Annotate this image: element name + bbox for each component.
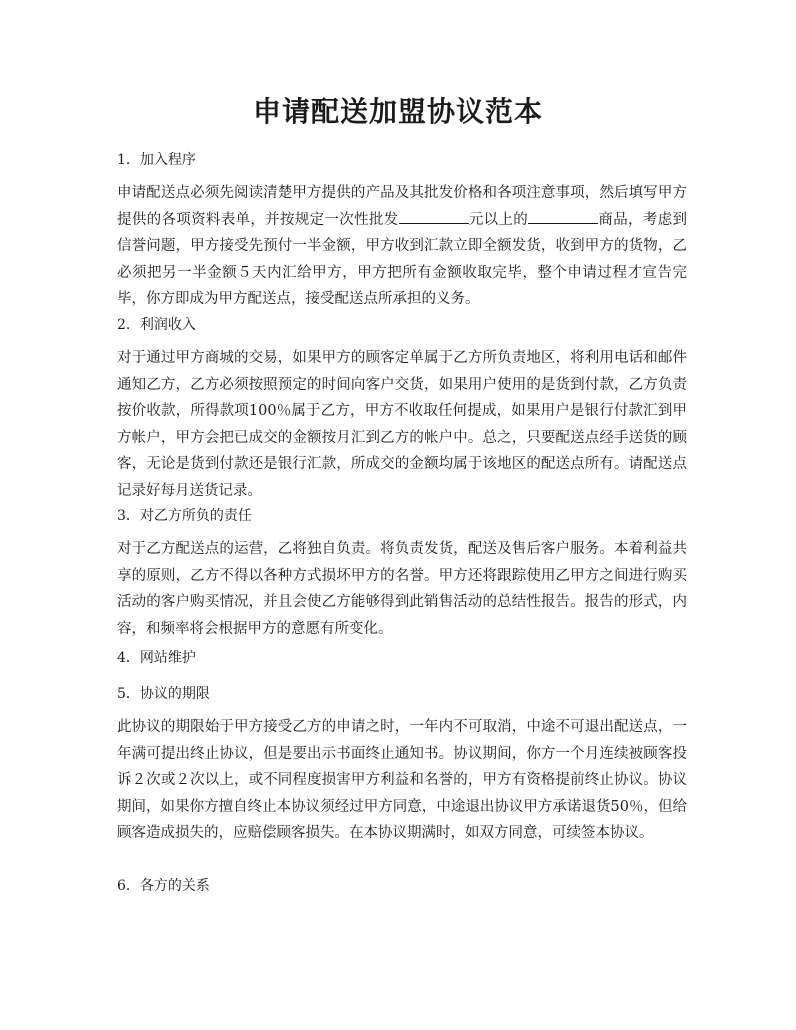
- section-paragraph-profit-income: 对于通过甲方商城的交易，如果甲方的顾客定单属于乙方所负责地区，将利用电话和邮件通知乙方，乙方必须按照预定的时间向客户交货，如果用户使用的是货到付款，乙方负责按价收款，所得款项100％属于乙方，甲方不收取任何提成，如果用户是银行付款汇到甲方帐户，甲方会把已成交的金额按月汇到乙方的帐户中。总之，只要配送点经手送货的顾客，无论是货到付款还是银行汇款，所成交的金额均属于该地区的配送点所有。请配送点记录好每月送货记录。: [117, 350, 687, 499]
- section-heading-relationship: 6．各方的关系: [117, 878, 210, 894]
- section-heading-profit-income: 2．利润收入: [117, 317, 196, 333]
- section-heading-agreement-term: 5．协议的期限: [117, 686, 210, 702]
- section-paragraph-joining-procedure: [117, 180, 687, 313]
- paragraph-text: 申请配送点必须先阅读清楚甲方提供的产品及其批发价格和各项注意事项，然后填写甲方提供的各项资料表单，并按规定一次性批发: [117, 185, 687, 228]
- section-paragraph-responsibilities: 对于乙方配送点的运营，乙将独自负责。将负责发货，配送及售后客户服务。本着利益共享的原则，乙方不得以各种方式损坏甲方的名誉。甲方还将跟踪使用乙甲方之间进行购买活动的客户购买情况，并且会使乙方能够得到此销售活动的总结性报告。报告的形式，内容，和频率将会根据甲方的意愿有所变化。: [117, 541, 687, 637]
- section-heading-joining-procedure: 1．加入程序: [117, 152, 196, 168]
- goods-blank: [528, 208, 598, 224]
- section-paragraph-agreement-term: 此协议的期限始于甲方接受乙方的申请之时，一年内不可取消，中途不可退出配送点，一年满可提出终止协议，但是要出示书面终止通知书。协议期间，你方一个月连续被顾客投诉２次或２次以上，或不同程度损害甲方利益和名誉的，甲方有资格提前终止协议。协议期间，如果你方擅自终止本协议须经过甲方同意，中途退出协议甲方承诺退货50％，但给顾客造成损失的，应赔偿顾客损失。在本协议期满时，如双方同意，可续签本协议。: [117, 719, 687, 841]
- section-heading-responsibilities: 3．对乙方所负的责任: [117, 508, 252, 524]
- section-heading-website-maintenance: 4．网站维护: [117, 650, 196, 666]
- document-title: 申请配送加盟协议范本: [252, 95, 543, 128]
- paragraph-text: 元以上的: [468, 211, 529, 228]
- amount-blank: [399, 208, 469, 224]
- paragraph-text: 商品，考虑到信誉问题，甲方接受先预付一半金额，甲方收到汇款立即全额发货，收到甲方的货物，乙必须把另一半金额５天内汇给甲方，甲方把所有金额收取完毕，整个申请过程才宣告完毕，你方即成为甲方配送点，接受配送点所承担的义务。: [117, 211, 688, 307]
